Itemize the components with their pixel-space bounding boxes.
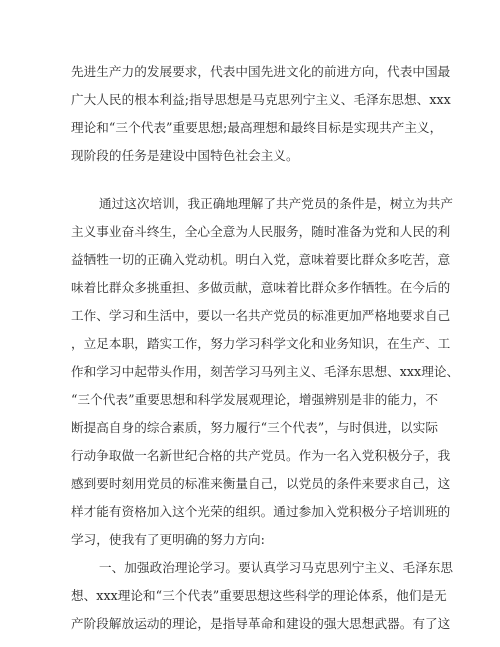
text-line: 断提高自身的综合素质，努力履行“三个代表”，与时俱进，以实际 xyxy=(71,420,439,435)
paragraph-first-line: 一、加强政治理论学习。要认真学习马克思列宁主义、毛泽东思 xyxy=(99,560,454,575)
text-line: 益牺牲一切的正确入党动机。明白入党，意味着要比群众多吃苦，意 xyxy=(71,252,451,267)
text-line: 作和学习中起带头作用，刻苦学习马列主义、毛泽东思想、xxx理论、 xyxy=(71,364,460,379)
text-line: 广大人民的根本利益;指导思想是马克思列宁主义、毛泽东思想、xxx xyxy=(71,92,451,107)
text-line: 主义事业奋斗终生，全心全意为人民服务，随时准备为党和人民的利 xyxy=(71,224,451,239)
text-line: 味着比群众多挑重担、多做贡献，意味着比群众多作牺牲。在今后的 xyxy=(71,280,451,295)
text-line: 行动争取做一名新世纪合格的共产党员。作为一名入党积极分子，我 xyxy=(71,448,451,463)
text-line: 产阶段解放运动的理论，是指导革命和建设的强大思想武器。有了这 xyxy=(71,616,451,631)
text-line: 想、xxx理论和“三个代表”重要思想这些科学的理论体系，他们是无 xyxy=(71,588,447,603)
text-line: 样才能有资格加入这个光荣的组织。通过参加入党积极分子培训班的 xyxy=(71,504,451,519)
text-line: 先进生产力的发展要求，代表中国先进文化的前进方向，代表中国最 xyxy=(71,64,451,79)
text-line: “三个代表”重要思想和科学发展观理论，增强辨别是非的能力，不 xyxy=(71,392,439,407)
text-line: 工作、学习和生活中，要以一名共产党员的标准更加严格地要求自己 xyxy=(71,308,451,323)
text-line: 理论和“三个代表”重要思想;最高理想和最终目标是实现共产主义， xyxy=(71,120,443,135)
text-line: 感到要时刻用党员的标准来衡量自己，以党员的条件来要求自己，这 xyxy=(71,476,451,491)
text-line: 学习，使我有了更明确的努力方向: xyxy=(71,532,265,547)
paragraph-first-line: 通过这次培训，我正确地理解了共产党员的条件是，树立为共产 xyxy=(99,196,454,211)
text-line: ，立足本职，踏实工作，努力学习科学文化和业务知识，在生产、工 xyxy=(71,336,451,351)
text-line: 现阶段的任务是建设中国特色社会主义。 xyxy=(71,148,299,163)
